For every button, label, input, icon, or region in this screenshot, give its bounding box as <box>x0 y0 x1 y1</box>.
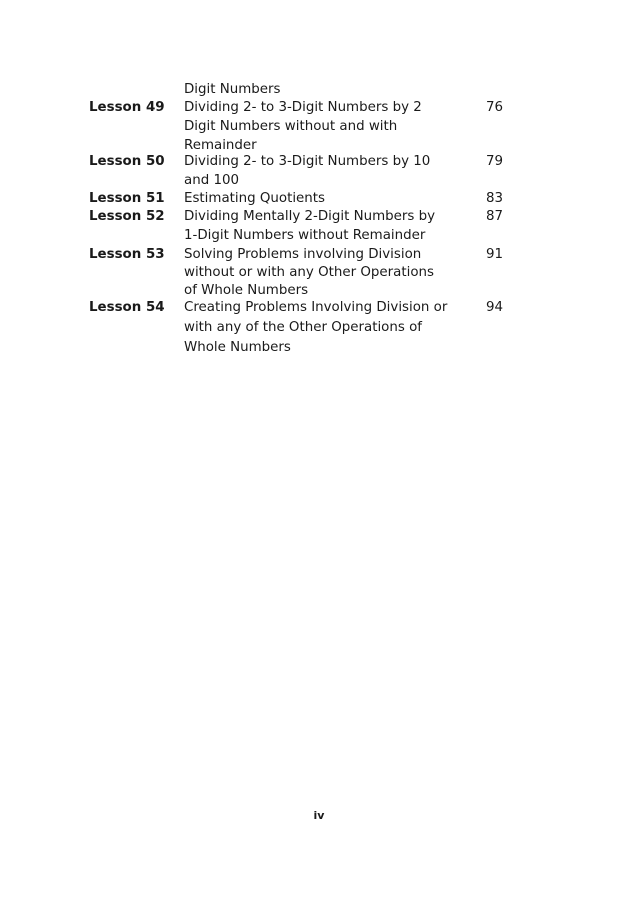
lesson-54-title-line-2: with any of the Other Operations of <box>184 320 422 335</box>
lesson-53-title-line-2: without or with any Other Operations <box>184 265 434 280</box>
lesson-49-title-line-1: Dividing 2- to 3-Digit Numbers by 2 <box>184 100 422 115</box>
lesson-54-page: 94 <box>486 300 504 315</box>
lesson-53-label: Lesson 53 <box>89 247 165 262</box>
lesson-52-title-line-2: 1-Digit Numbers without Remainder <box>184 228 426 243</box>
lesson-51-page: 83 <box>486 191 504 206</box>
lesson-51-label: Lesson 51 <box>89 191 165 206</box>
lesson-54-label: Lesson 54 <box>89 300 165 315</box>
page-number: iv <box>313 809 325 822</box>
lesson-54-title-line-3: Whole Numbers <box>184 340 291 355</box>
continuation-text: Digit Numbers <box>184 82 281 97</box>
lesson-49-title-line-2: Digit Numbers without and with <box>184 119 398 134</box>
lesson-53-title-line-3: of Whole Numbers <box>184 283 309 298</box>
lesson-50-title-line-1: Dividing 2- to 3-Digit Numbers by 10 <box>184 154 431 169</box>
lesson-50-label: Lesson 50 <box>89 154 165 169</box>
lesson-49-title-line-3: Remainder <box>184 138 257 153</box>
lesson-53-page: 91 <box>486 247 504 262</box>
lesson-49-label: Lesson 49 <box>89 100 165 115</box>
lesson-52-title-line-1: Dividing Mentally 2-Digit Numbers by <box>184 209 436 224</box>
lesson-50-page: 79 <box>486 154 504 169</box>
lesson-54-title-line-1: Creating Problems Involving Division or <box>184 300 448 315</box>
lesson-51-title-line-1: Estimating Quotients <box>184 191 326 206</box>
lesson-52-page: 87 <box>486 209 504 224</box>
lesson-50-title-line-2: and 100 <box>184 173 240 188</box>
lesson-49-page: 76 <box>486 100 504 115</box>
lesson-52-label: Lesson 52 <box>89 209 165 224</box>
lesson-53-title-line-1: Solving Problems involving Division <box>184 247 422 262</box>
